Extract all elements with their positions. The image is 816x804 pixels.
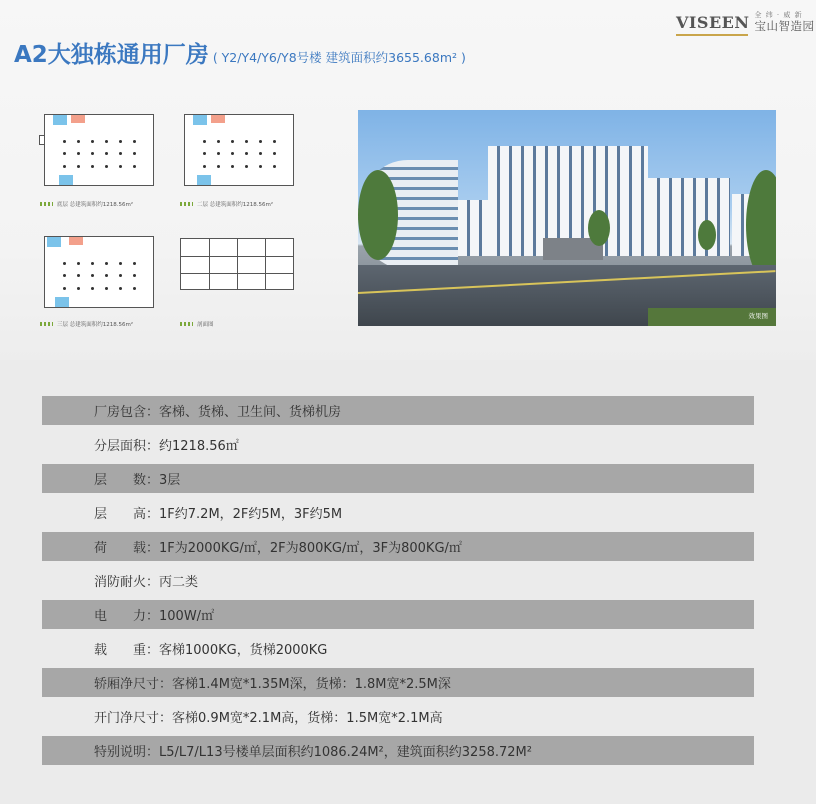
spec-row (42, 396, 754, 425)
spec-value: 客梯0.9M宽*2.1M高，货梯：1.5M宽*2.1M高 (172, 711, 443, 726)
spec-label: 分层面积： (94, 439, 160, 454)
floor-plan-label-text: 底层 总建筑面积约1218.56m² (57, 202, 134, 208)
section-label (180, 320, 214, 328)
floor-plan-3 (44, 236, 154, 308)
spec-row (42, 430, 754, 459)
legend-marker (180, 322, 193, 326)
spec-row (42, 600, 754, 629)
tree (588, 210, 610, 246)
spec-label: 开门净尺寸： (94, 711, 173, 726)
elevator-core (71, 115, 85, 123)
spec-label: 电 力： (94, 609, 160, 624)
elevator-core (69, 237, 83, 245)
spec-label: 荷 载： (94, 541, 160, 556)
stair-core (55, 297, 69, 307)
legend-marker (40, 202, 53, 206)
tree (746, 170, 776, 280)
spec-row (42, 498, 754, 527)
spec-label: 层 高： (94, 507, 160, 522)
brand-logo (676, 12, 814, 32)
rendering-caption: 效果图 (748, 312, 768, 320)
floor-plan-1 (44, 114, 154, 186)
section-drawing (180, 238, 294, 290)
spec-value: 客梯、货梯、卫生间、货梯机房 (159, 405, 342, 420)
column-grid (197, 135, 281, 173)
tree (358, 170, 398, 260)
floor-plan-label-text: 三层 总建筑面积约1218.56m² (57, 322, 134, 328)
tree (698, 220, 716, 250)
stair-core (59, 175, 73, 185)
logo-underline (676, 34, 748, 36)
floor-plan-label (180, 200, 273, 208)
spec-row (42, 532, 754, 561)
spec-value: L5/L7/L13号楼单层面积约1086.24M²，建筑面积约3258.72M² (159, 745, 532, 760)
spec-row (42, 668, 754, 697)
column-grid (57, 257, 141, 295)
title-main: A2大独栋通用厂房 (14, 42, 209, 68)
spec-row (42, 464, 754, 493)
spec-value: 1F为2000KG/㎡，2F为800KG/㎡，3F为800KG/㎡ (159, 541, 462, 556)
column-grid (57, 135, 141, 173)
stair-core (47, 237, 61, 247)
logo-brand: VISEEN (676, 12, 750, 32)
stair-core (197, 175, 211, 185)
page-title (14, 36, 466, 69)
spec-label: 载 重： (94, 643, 160, 658)
spec-value: 100W/㎡ (159, 609, 215, 624)
spec-row (42, 736, 754, 765)
spec-label: 消防耐火： (94, 575, 160, 590)
logo-chinese-name: 宝山智造园 (754, 18, 815, 33)
spec-row (42, 566, 754, 595)
floor-plan-2 (184, 114, 294, 186)
spec-label: 轿厢净尺寸： (94, 677, 173, 692)
building-rendering (358, 110, 776, 326)
floor-plan-label (40, 320, 133, 328)
legend-marker (180, 202, 193, 206)
spec-value: 约1218.56㎡ (159, 439, 239, 454)
floor-plan-label-text: 二层 总建筑面积约1218.56m² (197, 202, 274, 208)
spec-value: 丙二类 (159, 575, 199, 590)
elevator-core (211, 115, 225, 123)
building (458, 200, 490, 256)
building (648, 178, 730, 256)
section-label-text: 剖面图 (197, 322, 214, 328)
spec-row (42, 702, 754, 731)
floor-plan-label (40, 200, 133, 208)
spec-value: 1F约7.2M，2F约5M，3F约5M (159, 507, 343, 522)
plan-notch (39, 135, 45, 145)
logo-right (754, 12, 814, 32)
logo-small-text: 全 纬 · 威 新 (754, 11, 803, 19)
spec-value: 客梯1000KG，货梯2000KG (159, 643, 328, 658)
spec-row (42, 634, 754, 663)
spec-label: 特别说明： (94, 745, 160, 760)
title-subtitle: ( Y2/Y4/Y6/Y8号楼 建筑面积约3655.68m² ) (212, 50, 466, 65)
stair-core (193, 115, 207, 125)
stair-core (53, 115, 67, 125)
legend-marker (40, 322, 53, 326)
spec-value: 客梯1.4M宽*1.35M深，货梯：1.8M宽*2.5M深 (172, 677, 451, 692)
spec-label: 厂房包含： (94, 405, 160, 420)
spec-label: 层 数： (94, 473, 160, 488)
spec-value: 3层 (159, 473, 181, 488)
